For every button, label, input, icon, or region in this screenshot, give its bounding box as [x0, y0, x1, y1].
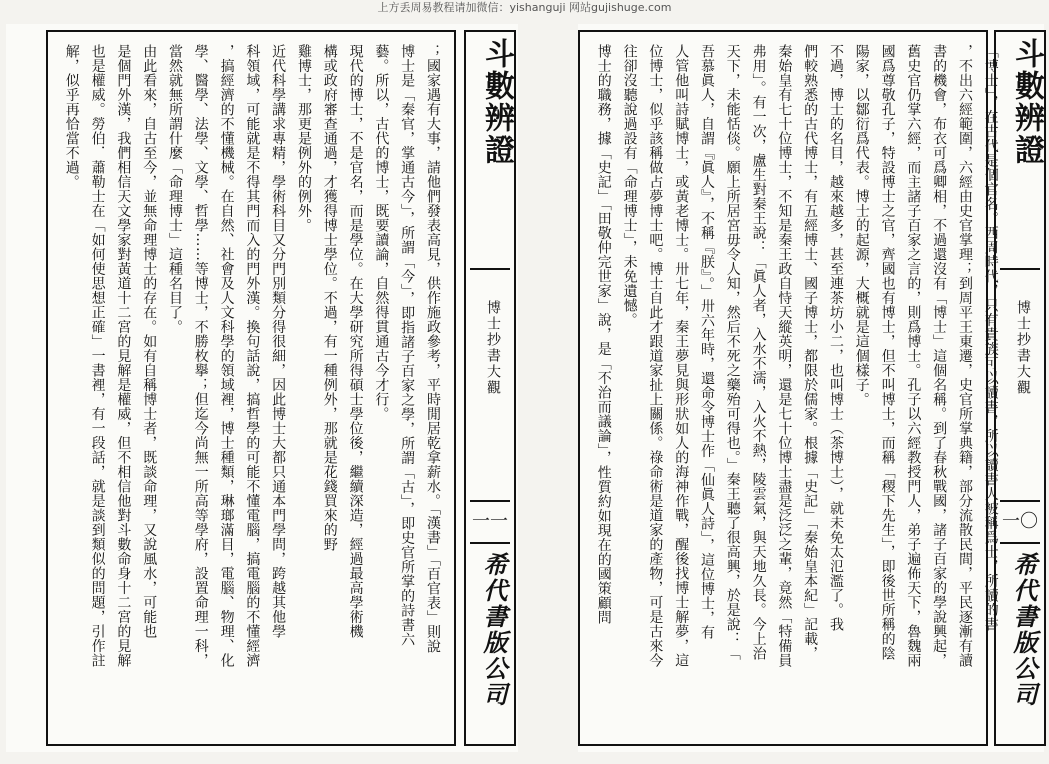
- right-body-frame: [578, 30, 999, 746]
- left-sidebar: [464, 30, 516, 746]
- text-line: ；國家遇有大事，請他們發表高見，供作施政參考，平時閒居乾拿薪水。「漢書」「百官表」則說: [424, 44, 441, 654]
- left-page-text: [58, 44, 445, 732]
- text-line: 雞博士，那更是例外的例外。: [295, 44, 312, 233]
- text-line: 是個門外漢，我們相信天文學家對黃道十二宮的見解是權威，但不相信他對斗數命身十二宮的見解: [115, 44, 132, 668]
- right-sidebar: [994, 30, 1046, 746]
- text-line: 位博士，似乎該稱做占夢博士吧。博士自此才跟道家扯上關係。祿命術是道家的產物，可是古來今: [647, 44, 664, 668]
- text-line: 陽家，以鄒衍爲代表。博士的起源，大概就是這個樣子。: [853, 44, 870, 407]
- text-line: 由此看來，自古至今，並無命理博士的存在。如有自稱博士者，既談命理，又說風水，可能也: [141, 44, 158, 639]
- book-title: 斗數辨證: [479, 38, 514, 166]
- text-line: 舊史官仍掌六經，而主諸子百家之言的，則爲博士。孔子以六經教授門人，弟子遍佈天下，魯魏兩: [905, 44, 922, 668]
- text-line: 藝。所以，古代的博士，既要讀論，自然得貫通古今才行。: [373, 44, 390, 421]
- text-line: 們較熟悉的古代博士，有五經博士、國子博士，都限於儒家。根據「史記」「秦始皇本紀」記載，: [802, 44, 819, 661]
- text-line: 也是權威。勞伯．蕭勒士在「如何使思想正確」一書裡，有一段話，就是談到類似的問題，引作註: [89, 44, 106, 668]
- right-page: [578, 24, 1044, 752]
- text-line: 「博士」，在古代是個官名。西周時代，只有貴族可以讀書，所以讀書人被稱爲士，所讀的書: [982, 44, 999, 632]
- text-line: 秦始皇有七十位博士，不知是秦王政自恃天縱英明，還是七十位博士盡是泛泛之輩，竟然「特備員: [776, 44, 793, 668]
- text-line: ，搞經濟的不懂機械。在自然、社會及人文科學的領域裡，博士種類，琳瑯滿目，電腦、物理、化: [218, 44, 235, 668]
- page-number: 一一: [470, 500, 510, 544]
- text-line: 科領域，可能就是不得其門而入的門外漢。換句話說，搞哲學的可能不懂電腦，搞電腦的不懂經濟: [244, 44, 261, 668]
- book-title: 斗數辨證: [1009, 38, 1044, 166]
- divider: [470, 268, 510, 270]
- text-line: 弗用」。有一次，盧生對秦王說：「眞人者，入水不濡，入火不熱，陵雲氣，與天地久長。今上治: [750, 44, 767, 661]
- text-line: ，不出六經範圍，六經由史官掌理；到周平王東遷，史官所掌典籍，部分流散民間，平民逐漸有讀: [956, 44, 973, 668]
- text-line: 當然就無所謂什麼「命理博士」這種名目了。: [166, 44, 183, 334]
- text-line: 吾慕眞人，自謂『眞人』，不稱『朕』。」卅六年時，還命令博士作「仙眞人詩」，這位博士，有: [698, 44, 715, 640]
- text-line: 解，似乎再恰當不過。: [63, 44, 80, 189]
- text-line: 現代的博士，不是官名，而是學位。在大學研究所得碩士學位後，繼續深造，經過最高學術機: [347, 44, 364, 639]
- watermark: 上方丢周易教程请加微信：yishanguji 网站gujishuge.com: [377, 1, 672, 14]
- left-page: [6, 24, 518, 752]
- publisher-logo: 希代書版公司: [1009, 552, 1038, 708]
- text-line: 構或政府審查通過，才獲得博士學位。不過，有一種例外，那就是花錢買來的野: [321, 44, 338, 552]
- publisher-logo: 希代書版公司: [479, 552, 508, 708]
- text-line: 不過，博士的名目，越來越多，甚至連茶坊小二，也叫博士（茶博士），就未免太氾濫了。我: [827, 44, 844, 632]
- text-line: 博士的職務，據「史記」「田敬仲完世家」說，是「不治而議論」，性質約如現在的國策顧問: [595, 44, 612, 625]
- text-line: 天下，未能恬倓。願上所居宮毋令人知，然后不死之藥殆可得也。」秦王聽了很高興，於是說：「: [724, 44, 741, 661]
- text-line: 國爲尊敬孔子，特設博士之官，齊國也有博士，但不叫博士，而稱「稷下先生」，即後世所稱的陰: [879, 44, 896, 661]
- text-line: 近代科學講求專精，學術科目又分門別類分得很細，因此博士大都只通本門學問，跨越其他學: [270, 44, 287, 639]
- text-line: 人管他叫詩賦博士，或黃老博士。卅七年，秦王夢見與形狀如人的海神作戰，醒後找博士解夢，這: [673, 44, 690, 668]
- text-line: 博士是「秦官，掌通古今」，所謂「今」，即指諸子百家之學，所謂「古」，即史官所掌的詩書六: [399, 44, 416, 647]
- left-body-frame: [46, 30, 456, 746]
- page-number: 一〇: [1000, 500, 1040, 544]
- text-line: 往卻沒聽說過設有「命理博士」，未免遺憾。: [621, 44, 638, 327]
- right-page-text: [590, 44, 1003, 732]
- text-line: 書的機會，布衣可爲卿相，不過還沒有「博士」這個名稱。到了春秋戰國，諸子百家的學說興起，: [931, 44, 948, 668]
- chapter-title: 博士抄書大觀: [1015, 300, 1031, 396]
- chapter-title: 博士抄書大觀: [485, 300, 501, 396]
- text-line: 學、醫學、法學、文學、哲學……等博士，不勝枚擧；但迄今尚無一所高等學府，設置命理一科，: [192, 44, 209, 668]
- divider: [1000, 268, 1040, 270]
